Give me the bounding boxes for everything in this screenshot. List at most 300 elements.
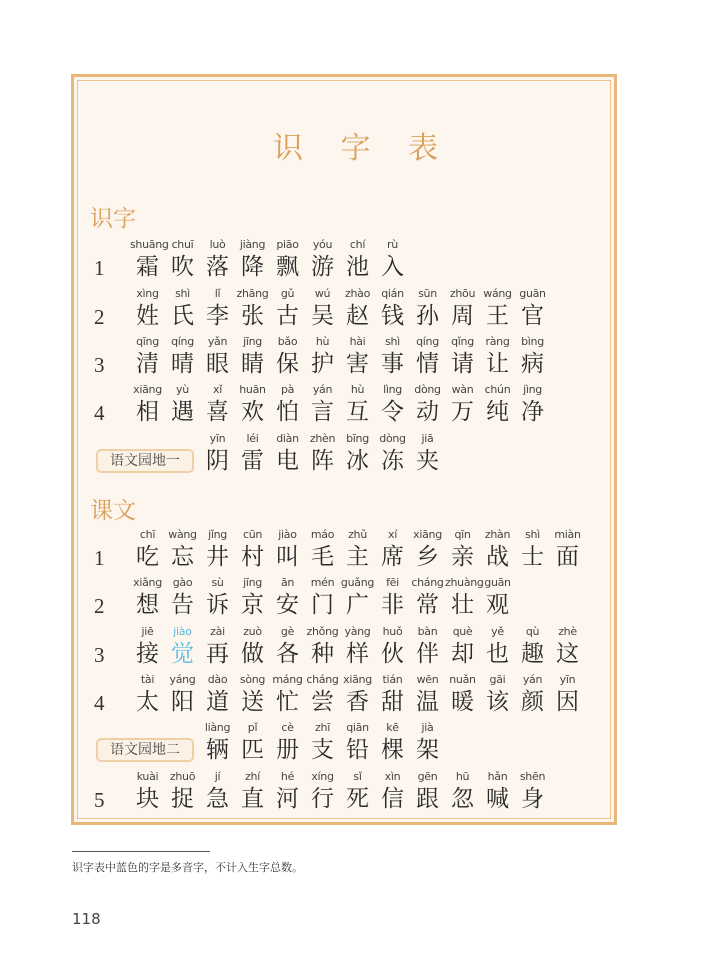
character-cell xyxy=(340,528,375,572)
character-cell xyxy=(200,287,235,331)
hanzi: 铅 xyxy=(346,737,369,763)
character-cell xyxy=(515,287,550,331)
hanzi: 冻 xyxy=(381,448,404,474)
character-cell xyxy=(305,625,340,669)
pinyin: jiā xyxy=(421,432,434,445)
hanzi: 伙 xyxy=(381,641,404,667)
character-cell xyxy=(410,335,445,379)
hanzi: 这 xyxy=(556,641,579,667)
pinyin: jīng xyxy=(243,576,262,589)
pinyin: pà xyxy=(280,383,295,396)
character-cell xyxy=(235,770,270,814)
character-cell xyxy=(305,770,340,814)
pinyin: zhàn xyxy=(484,528,511,541)
hanzi: 池 xyxy=(346,254,369,280)
pinyin: gēn xyxy=(417,770,438,783)
pinyin: ān xyxy=(280,576,295,589)
character-cell xyxy=(200,721,235,765)
hanzi: 观 xyxy=(486,592,509,618)
hanzi: 辆 xyxy=(206,737,229,763)
character-cell xyxy=(480,528,515,572)
hanzi: 相 xyxy=(136,399,159,425)
hanzi: 害 xyxy=(346,351,369,377)
character-cell xyxy=(305,383,340,427)
character-cell xyxy=(410,721,445,765)
lesson-row xyxy=(0,528,711,576)
character-cell xyxy=(130,335,165,379)
row-number: 3 xyxy=(94,353,105,377)
character-cell xyxy=(165,528,200,572)
pinyin: miàn xyxy=(554,528,581,541)
hanzi: 告 xyxy=(171,592,194,618)
character-cell xyxy=(410,528,445,572)
hanzi: 古 xyxy=(276,303,299,329)
hanzi: 夹 xyxy=(416,448,439,474)
character-cell xyxy=(165,335,200,379)
footnote: 识字表中蓝色的字是多音字，不计入生字总数。 xyxy=(72,861,303,874)
pinyin: tài xyxy=(140,673,155,686)
pinyin: chuī xyxy=(171,238,194,251)
hanzi: 动 xyxy=(416,399,439,425)
character-cell xyxy=(270,625,305,669)
hanzi: 册 xyxy=(276,737,299,763)
hanzi: 面 xyxy=(556,544,579,570)
character-cell xyxy=(515,528,550,572)
character-cell xyxy=(410,576,445,620)
hanzi: 甜 xyxy=(381,689,404,715)
character-cell xyxy=(130,673,165,717)
pinyin: yīn xyxy=(559,673,576,686)
hanzi: 事 xyxy=(381,351,404,377)
character-cell xyxy=(410,383,445,427)
section-heading-shizi: 识字 xyxy=(90,206,136,232)
pinyin: zhāng xyxy=(236,287,269,300)
pinyin: xí xyxy=(388,528,397,541)
word-garden-row xyxy=(0,721,711,769)
character-cell xyxy=(270,287,305,331)
hanzi: 送 xyxy=(241,689,264,715)
hanzi: 互 xyxy=(346,399,369,425)
pinyin: huān xyxy=(239,383,266,396)
pinyin: jìng xyxy=(523,383,542,396)
pinyin: zhí xyxy=(245,770,260,783)
pinyin: zhōu xyxy=(449,287,476,300)
character-cell xyxy=(235,625,270,669)
hanzi: 忙 xyxy=(276,689,299,715)
hanzi: 喜 xyxy=(206,399,229,425)
pinyin: yàng xyxy=(344,625,371,638)
hanzi: 行 xyxy=(311,786,334,812)
pinyin: zhuàng xyxy=(445,576,484,589)
pinyin: gè xyxy=(280,625,295,638)
character-cell xyxy=(200,335,235,379)
character-cell xyxy=(235,432,270,476)
pinyin: hù xyxy=(315,335,330,348)
hanzi: 忘 xyxy=(171,544,194,570)
hanzi: 请 xyxy=(451,351,474,377)
pinyin: guǎng xyxy=(340,576,375,589)
character-cell xyxy=(130,576,165,620)
hanzi: 觉 xyxy=(171,641,194,667)
hanzi: 席 xyxy=(381,544,404,570)
hanzi: 吃 xyxy=(136,544,159,570)
lesson-row xyxy=(0,625,711,673)
character-cell xyxy=(200,528,235,572)
character-cell xyxy=(340,287,375,331)
character-cell xyxy=(305,576,340,620)
hanzi: 令 xyxy=(381,399,404,425)
hanzi: 雷 xyxy=(241,448,264,474)
page-title: 识 字 表 xyxy=(272,131,453,166)
character-cell xyxy=(480,576,515,620)
character-cell xyxy=(375,528,410,572)
pinyin: xíng xyxy=(311,770,334,783)
hanzi: 落 xyxy=(206,254,229,280)
character-cell xyxy=(340,576,375,620)
character-cell xyxy=(130,625,165,669)
pinyin: yě xyxy=(491,625,504,638)
character-cell xyxy=(270,770,305,814)
hanzi: 入 xyxy=(381,254,404,280)
character-cell xyxy=(480,335,515,379)
character-cell xyxy=(410,287,445,331)
character-cell xyxy=(445,287,480,331)
character-cell xyxy=(515,335,550,379)
character-cell xyxy=(515,673,550,717)
hanzi: 想 xyxy=(136,592,159,618)
hanzi: 各 xyxy=(276,641,299,667)
hanzi: 言 xyxy=(311,399,334,425)
pinyin: jǐng xyxy=(208,528,227,541)
pinyin: qù xyxy=(525,625,540,638)
character-cell xyxy=(340,335,375,379)
row-number: 3 xyxy=(94,643,105,667)
hanzi: 忽 xyxy=(451,786,474,812)
character-cell xyxy=(550,528,585,572)
pinyin: yóu xyxy=(312,238,333,251)
pinyin: zuò xyxy=(243,625,262,638)
hanzi: 阵 xyxy=(311,448,334,474)
hanzi: 周 xyxy=(451,303,474,329)
pinyin: jiàng xyxy=(239,238,266,251)
pinyin: qíng xyxy=(171,335,194,348)
hanzi: 颜 xyxy=(521,689,544,715)
pinyin: máng xyxy=(272,673,303,686)
hanzi: 护 xyxy=(311,351,334,377)
hanzi: 样 xyxy=(346,641,369,667)
character-cell xyxy=(130,287,165,331)
pinyin: jí xyxy=(214,770,221,783)
pinyin: hū xyxy=(455,770,470,783)
pinyin: hù xyxy=(350,383,365,396)
pinyin: nuǎn xyxy=(449,673,476,686)
character-cell xyxy=(375,335,410,379)
pinyin: sòng xyxy=(239,673,266,686)
hanzi: 钱 xyxy=(381,303,404,329)
character-cell xyxy=(165,770,200,814)
character-cell xyxy=(200,432,235,476)
character-cell xyxy=(340,432,375,476)
character-cell xyxy=(445,673,480,717)
hanzi: 情 xyxy=(416,351,439,377)
character-cell xyxy=(480,770,515,814)
row-number: 4 xyxy=(94,691,105,715)
pinyin: yáng xyxy=(169,673,196,686)
pinyin: liàng xyxy=(204,721,231,734)
character-cell xyxy=(445,383,480,427)
character-cell xyxy=(445,625,480,669)
pinyin: piāo xyxy=(276,238,299,251)
hanzi: 直 xyxy=(241,786,264,812)
pinyin: sǐ xyxy=(353,770,362,783)
hanzi: 河 xyxy=(276,786,299,812)
character-cell xyxy=(200,383,235,427)
character-cell xyxy=(445,528,480,572)
character-cell xyxy=(130,770,165,814)
pinyin: mén xyxy=(310,576,335,589)
character-cell xyxy=(200,673,235,717)
pinyin: xìn xyxy=(384,770,401,783)
pinyin: hé xyxy=(280,770,295,783)
pinyin: chí xyxy=(349,238,366,251)
lesson-row xyxy=(0,335,711,383)
character-cell xyxy=(305,287,340,331)
character-cell xyxy=(550,673,585,717)
hanzi: 游 xyxy=(311,254,334,280)
hanzi: 李 xyxy=(206,303,229,329)
character-cell xyxy=(375,383,410,427)
section-heading-kewen: 课文 xyxy=(90,498,136,524)
character-cell xyxy=(375,576,410,620)
pinyin: xiǎng xyxy=(133,576,162,589)
pinyin: zài xyxy=(210,625,225,638)
lesson-row xyxy=(0,770,711,818)
hanzi: 京 xyxy=(241,592,264,618)
lesson-row xyxy=(0,673,711,721)
character-cell xyxy=(270,721,305,765)
pinyin: yīn xyxy=(209,432,226,445)
character-cell xyxy=(235,721,270,765)
hanzi: 降 xyxy=(241,254,264,280)
hanzi: 怕 xyxy=(276,399,299,425)
hanzi: 纯 xyxy=(486,399,509,425)
pinyin: qīn xyxy=(454,528,471,541)
pinyin: tián xyxy=(382,673,403,686)
character-cell xyxy=(305,432,340,476)
character-cell xyxy=(305,673,340,717)
page-number: 118 xyxy=(72,910,101,928)
pinyin: jīng xyxy=(243,335,262,348)
hanzi: 做 xyxy=(241,641,264,667)
character-cell xyxy=(340,625,375,669)
character-cell xyxy=(515,625,550,669)
pinyin: gāi xyxy=(489,673,506,686)
pinyin: hài xyxy=(349,335,366,348)
pinyin: xǐ xyxy=(213,383,222,396)
character-cell xyxy=(235,287,270,331)
row-number: 1 xyxy=(94,546,105,570)
pinyin: yù xyxy=(176,383,189,396)
character-cell xyxy=(445,335,480,379)
character-cell xyxy=(340,238,375,282)
pinyin: dòng xyxy=(379,432,406,445)
character-cell xyxy=(340,770,375,814)
pinyin: wáng xyxy=(483,287,512,300)
character-cell xyxy=(375,721,410,765)
hanzi: 也 xyxy=(486,641,509,667)
character-cell xyxy=(515,383,550,427)
character-cell xyxy=(235,576,270,620)
hanzi: 乡 xyxy=(416,544,439,570)
pinyin: lìng xyxy=(383,383,402,396)
character-cell xyxy=(235,238,270,282)
pinyin: zhī xyxy=(315,721,330,734)
character-cell xyxy=(480,383,515,427)
hanzi: 遇 xyxy=(171,399,194,425)
pinyin: sūn xyxy=(418,287,437,300)
pinyin: qíng xyxy=(416,335,439,348)
word-garden-row xyxy=(0,432,711,480)
pinyin: guān xyxy=(519,287,546,300)
hanzi: 阳 xyxy=(171,689,194,715)
character-cell xyxy=(375,625,410,669)
character-cell xyxy=(165,287,200,331)
hanzi: 亲 xyxy=(451,544,474,570)
hanzi: 官 xyxy=(521,303,544,329)
character-cell xyxy=(165,576,200,620)
hanzi: 吹 xyxy=(171,254,194,280)
pinyin: luò xyxy=(209,238,226,251)
pinyin: bìng xyxy=(521,335,544,348)
character-cell xyxy=(550,625,585,669)
hanzi: 香 xyxy=(346,689,369,715)
hanzi: 王 xyxy=(486,303,509,329)
pinyin: wú xyxy=(314,287,331,300)
pinyin: wàng xyxy=(168,528,197,541)
hanzi: 毛 xyxy=(311,544,334,570)
character-cell xyxy=(305,335,340,379)
hanzi: 伴 xyxy=(416,641,439,667)
hanzi: 眼 xyxy=(206,351,229,377)
character-cell xyxy=(270,673,305,717)
pinyin: shì xyxy=(175,287,190,300)
pinyin: dòng xyxy=(414,383,441,396)
hanzi: 种 xyxy=(311,641,334,667)
pinyin: guān xyxy=(484,576,511,589)
hanzi: 井 xyxy=(206,544,229,570)
pinyin: gào xyxy=(172,576,193,589)
pinyin: zhè xyxy=(558,625,577,638)
character-cell xyxy=(235,673,270,717)
pinyin: shuāng xyxy=(130,238,169,251)
hanzi: 信 xyxy=(381,786,404,812)
hanzi: 却 xyxy=(451,641,474,667)
character-cell xyxy=(200,770,235,814)
character-cell xyxy=(340,383,375,427)
character-cell xyxy=(480,287,515,331)
character-cell xyxy=(480,673,515,717)
lesson-row xyxy=(0,383,711,431)
hanzi: 安 xyxy=(276,592,299,618)
hanzi: 死 xyxy=(346,786,369,812)
character-cell xyxy=(235,383,270,427)
hanzi: 门 xyxy=(311,592,334,618)
pinyin: qīng xyxy=(136,335,159,348)
pinyin: zhuō xyxy=(169,770,196,783)
character-cell xyxy=(270,432,305,476)
pinyin: jiào xyxy=(173,625,192,638)
hanzi: 保 xyxy=(276,351,299,377)
character-cell xyxy=(445,576,484,620)
pinyin: bǎo xyxy=(277,335,298,348)
lesson-row xyxy=(0,238,711,286)
character-cell xyxy=(270,528,305,572)
hanzi: 身 xyxy=(521,786,544,812)
character-cell xyxy=(270,576,305,620)
hanzi: 壮 xyxy=(451,592,474,618)
pinyin: diàn xyxy=(276,432,299,445)
hanzi: 吴 xyxy=(311,303,334,329)
character-cell xyxy=(270,335,305,379)
pinyin: lǐ xyxy=(214,287,221,300)
hanzi: 诉 xyxy=(206,592,229,618)
hanzi: 急 xyxy=(206,786,229,812)
hanzi: 温 xyxy=(416,689,439,715)
hanzi: 道 xyxy=(206,689,229,715)
hanzi: 霜 xyxy=(136,254,159,280)
hanzi: 架 xyxy=(416,737,439,763)
lesson-row xyxy=(0,576,711,624)
pinyin: qǐng xyxy=(451,335,474,348)
pinyin: zhào xyxy=(344,287,371,300)
hanzi: 支 xyxy=(311,737,334,763)
character-cell xyxy=(235,335,270,379)
hanzi: 冰 xyxy=(346,448,369,474)
character-cell xyxy=(375,238,410,282)
character-cell xyxy=(165,238,200,282)
character-cell xyxy=(305,238,340,282)
character-cell xyxy=(200,576,235,620)
character-cell xyxy=(130,383,165,427)
hanzi: 张 xyxy=(241,303,264,329)
hanzi: 村 xyxy=(241,544,264,570)
pinyin: shēn xyxy=(519,770,546,783)
hanzi: 太 xyxy=(136,689,159,715)
pinyin: pǐ xyxy=(247,721,258,734)
pinyin: máo xyxy=(310,528,335,541)
pinyin: què xyxy=(452,625,473,638)
pinyin: shì xyxy=(525,528,540,541)
pinyin: cháng xyxy=(411,576,444,589)
character-cell xyxy=(130,528,165,572)
pinyin: qiān xyxy=(346,721,369,734)
pinyin: ràng xyxy=(485,335,510,348)
hanzi: 主 xyxy=(346,544,369,570)
character-cell xyxy=(200,625,235,669)
pinyin: xìng xyxy=(136,287,159,300)
character-cell xyxy=(375,673,410,717)
hanzi: 暖 xyxy=(451,689,474,715)
pinyin: xiāng xyxy=(343,673,372,686)
hanzi: 棵 xyxy=(381,737,404,763)
pinyin: kuài xyxy=(136,770,159,783)
pinyin: yán xyxy=(312,383,333,396)
character-cell xyxy=(200,238,235,282)
hanzi: 病 xyxy=(521,351,544,377)
hanzi: 晴 xyxy=(171,351,194,377)
row-number: 5 xyxy=(94,788,105,812)
pinyin: xiāng xyxy=(133,383,162,396)
